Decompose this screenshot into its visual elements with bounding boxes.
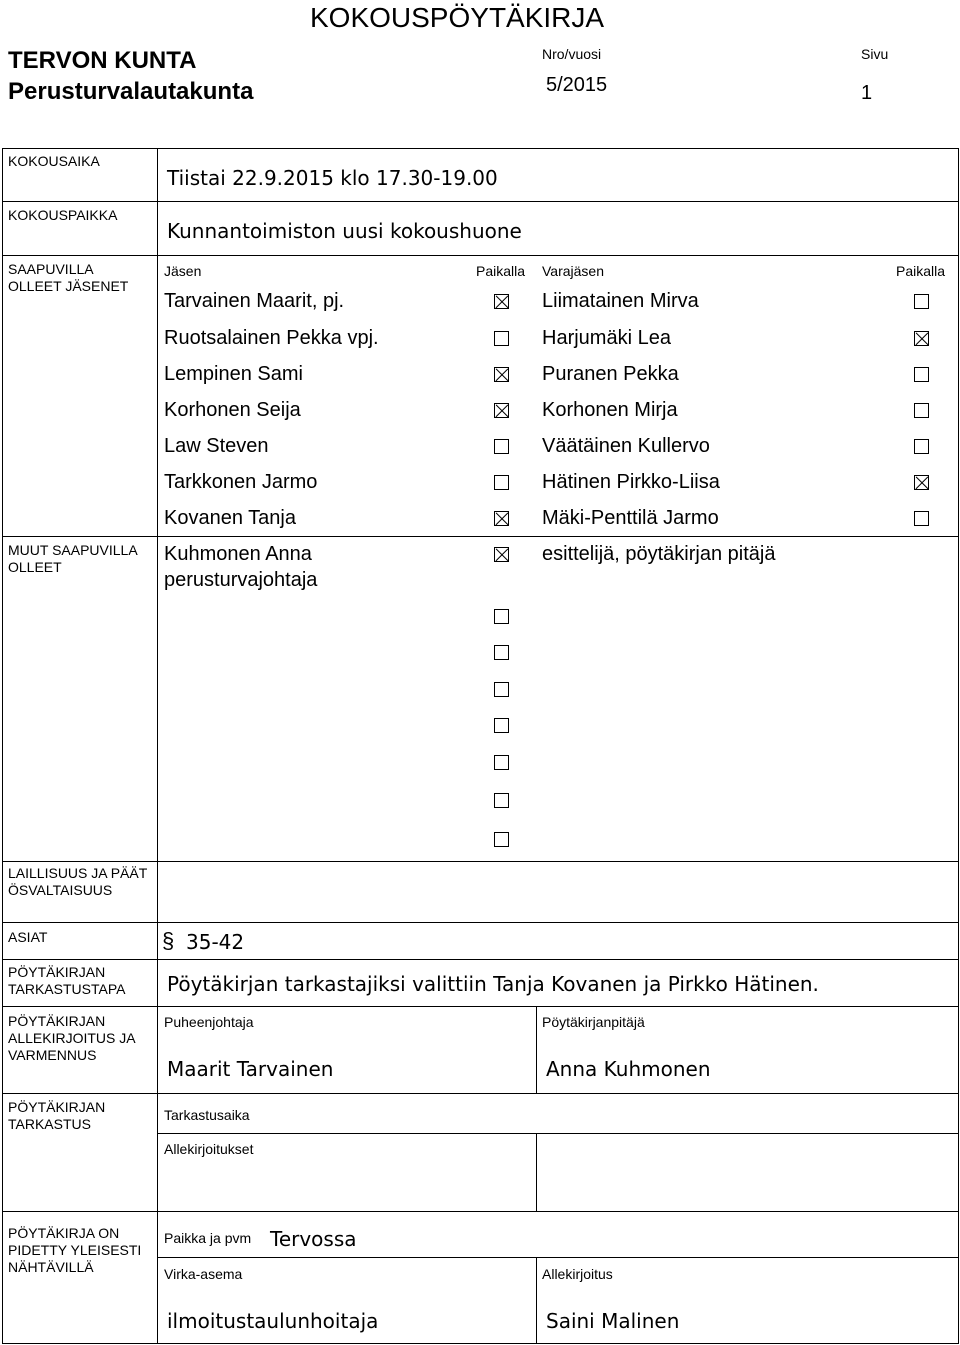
- page-label: Sivu: [861, 46, 889, 62]
- member-name: Korhonen Seija: [164, 399, 301, 421]
- substitute-present-checkbox[interactable]: [914, 294, 929, 309]
- substitute-present-checkbox[interactable]: [914, 331, 929, 346]
- substitute-name: Väätäinen Kullervo: [542, 435, 710, 457]
- secretary-name: Anna Kuhmonen: [546, 1057, 711, 1081]
- member-present-checkbox[interactable]: [494, 439, 509, 454]
- matters-label: ASIAT: [8, 929, 48, 945]
- signatures-label: Allekirjoitukset: [164, 1141, 254, 1157]
- substitute-present-checkbox[interactable]: [914, 403, 929, 418]
- other-attendees-label: MUUT SAAPUVILLA OLLEET: [8, 542, 137, 575]
- member-column-header: Jäsen: [164, 263, 202, 279]
- review-method-text: Pöytäkirjan tarkastajiksi valittiin Tanja Kovanen ja Pirkko Hätinen.: [167, 972, 819, 996]
- municipality-name: TERVON KUNTA: [8, 47, 197, 74]
- other-attendee-title: perusturvajohtaja: [164, 569, 318, 591]
- member-name: Tarkkonen Jarmo: [164, 471, 318, 493]
- empty-checkbox[interactable]: [494, 718, 509, 733]
- office-value: ilmoitustaulunhoitaja: [167, 1309, 379, 1333]
- number-year-value: 5/2015: [546, 74, 608, 96]
- empty-checkbox[interactable]: [494, 682, 509, 697]
- member-present-checkbox[interactable]: [494, 367, 509, 382]
- legality-quorum-label: LAILLISUUS JA PÄÄTÖSVALTAISUUS: [8, 865, 148, 898]
- other-attendee-present-checkbox[interactable]: [494, 547, 509, 562]
- document-title: KOKOUSPÖYTÄKIRJA: [310, 2, 605, 33]
- signing-label: PÖYTÄKIRJAN ALLEKIRJOITUS JA VARMENNUS: [8, 1013, 135, 1063]
- member-present-checkbox[interactable]: [494, 511, 509, 526]
- meeting-time-value: Tiistai 22.9.2015 klo 17.30-19.00: [167, 166, 498, 190]
- substitute-present-column-header: Paikalla: [896, 263, 946, 279]
- substitute-present-checkbox[interactable]: [914, 367, 929, 382]
- empty-checkbox[interactable]: [494, 755, 509, 770]
- public-display-label: PÖYTÄKIRJA ON PIDETTY YLEISESTI NÄHTÄVILLÄ: [8, 1225, 142, 1275]
- empty-checkbox[interactable]: [494, 793, 509, 808]
- number-year-label: Nro/vuosi: [542, 46, 602, 62]
- substitute-name: Puranen Pekka: [542, 363, 679, 385]
- review-label: PÖYTÄKIRJAN TARKASTUS: [8, 1099, 106, 1132]
- signature-label: Allekirjoitus: [542, 1266, 613, 1282]
- substitute-present-checkbox[interactable]: [914, 439, 929, 454]
- other-attendee-role: esittelijä, pöytäkirjan pitäjä: [542, 543, 776, 565]
- place-date-label: Paikka ja pvm: [164, 1230, 252, 1246]
- review-time-label: Tarkastusaika: [164, 1107, 250, 1123]
- member-present-checkbox[interactable]: [494, 331, 509, 346]
- signature-name: Saini Malinen: [546, 1309, 680, 1333]
- empty-checkbox[interactable]: [494, 645, 509, 660]
- other-attendee-name: Kuhmonen Anna: [164, 543, 312, 565]
- section-sign: §: [162, 928, 175, 953]
- substitute-present-checkbox[interactable]: [914, 511, 929, 526]
- substitute-name: Hätinen Pirkko-Liisa: [542, 471, 720, 493]
- empty-checkbox[interactable]: [494, 609, 509, 624]
- chair-name: Maarit Tarvainen: [167, 1057, 334, 1081]
- empty-checkbox[interactable]: [494, 832, 509, 847]
- substitute-present-checkbox[interactable]: [914, 475, 929, 490]
- substitute-column-header: Varajäsen: [542, 263, 605, 279]
- present-column-header: Paikalla: [476, 263, 526, 279]
- member-name: Kovanen Tanja: [164, 507, 296, 529]
- substitute-name: Harjumäki Lea: [542, 327, 671, 349]
- secretary-label: Pöytäkirjanpitäjä: [542, 1014, 645, 1030]
- member-present-checkbox[interactable]: [494, 403, 509, 418]
- board-name: Perusturvalautakunta: [8, 78, 254, 105]
- substitute-name: Mäki-Penttilä Jarmo: [542, 507, 719, 529]
- substitute-name: Korhonen Mirja: [542, 399, 678, 421]
- member-name: Ruotsalainen Pekka vpj.: [164, 327, 379, 349]
- member-name: Tarvainen Maarit, pj.: [164, 290, 345, 312]
- present-members-label: SAAPUVILLA OLLEET JÄSENET: [8, 261, 129, 294]
- place-date-value: Tervossa: [270, 1227, 357, 1251]
- member-name: Lempinen Sami: [164, 363, 303, 385]
- meeting-place-label: KOKOUSPAIKKA: [8, 207, 118, 223]
- member-name: Law Steven: [164, 435, 269, 457]
- page-number: 1: [861, 82, 873, 104]
- meeting-time-label: KOKOUSAIKA: [8, 153, 100, 169]
- member-present-checkbox[interactable]: [494, 475, 509, 490]
- office-label: Virka-asema: [164, 1266, 243, 1282]
- matters-value: 35-42: [186, 930, 245, 954]
- review-method-label: PÖYTÄKIRJAN TARKASTUSTAPA: [8, 964, 126, 997]
- meeting-place-value: Kunnantoimiston uusi kokoushuone: [167, 219, 522, 243]
- chair-label: Puheenjohtaja: [164, 1014, 254, 1030]
- member-present-checkbox[interactable]: [494, 294, 509, 309]
- substitute-name: Liimatainen Mirva: [542, 290, 699, 312]
